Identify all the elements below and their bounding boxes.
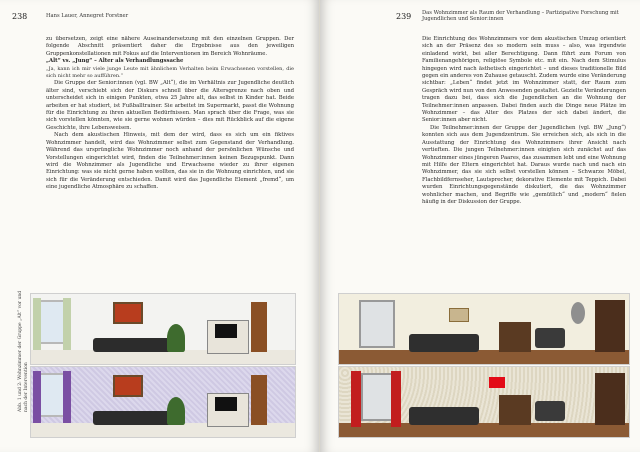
plant-image	[167, 324, 185, 352]
cabinet-image	[595, 300, 625, 352]
painting-image	[113, 302, 143, 324]
page-number: 239	[396, 12, 412, 21]
curtain-image	[33, 371, 41, 423]
room-image-after	[338, 366, 630, 438]
cabinet-image	[251, 375, 267, 425]
curtain-image	[351, 371, 361, 427]
section-subheading: „Alt“ vs. „Jung“ – Alter als Verhandlungssache	[46, 58, 184, 65]
room-image-before	[30, 293, 296, 365]
left-body-text	[46, 36, 294, 264]
running-head: Das Wohnzimmer als Raum der Verhandlung – Partizipative Forschung mit Jugendlichen und Senior:innen	[422, 10, 619, 22]
flag-image	[489, 377, 505, 388]
paragraph: Die Gruppe der Senior:innen (vgl. BW „Alt“), die im Verhältnis zur Jugendliche deutlich älter sind, verschiebt sich der Diskurs schnell über die Altersgrenze nach oben und unterscheidet sich in einigen Punkten, etwa 25 Jahre alt, das selbst in Kinder hat. Beide arbeiten er hat studiert, ist Fußballtrainer. Sie arbeitet im Supermarkt, passt die Wohnung für die Einrichtung zu ihren aktuellen Bedürfnissen. Man sprach über die Frage, was sie sich vorstellen könnten, wie sie gerne wohnen würden – dies mit Rückblick auf die eigene Geschichte, ihre Lebensweisen.	[46, 80, 294, 131]
paragraph: Die Teilnehmer:innen der Gruppe der Jugendlichen (vgl. BW „Jung“) konnten sich aus dem Jugendzentrum. Sie erreichen sich, als sich in die Ausstattung der Einrichtung des Wohnzimmers ihrer Ansicht nach vertieften. Die jungen Teilnehmer:innen einigten sich zunächst auf das Wohnzimmer eines jüngeren Paares, das zusammen lebt und eine Wohnung mit Hilfe der Eltern eingerichtet hat. Daraus wurde nach und nach ein Wohnzimmer, das sie sich selbst vorstellen können – Schwarze Möbel, Flachbildfernseher, Lautsprecher, dekorative Elemente mit Teppich. Dabei wurden Einrichtungsgegenstände diskutiert, die das Wohnzimmer wohnlicher machen, und Begriffe wie „gemütlich“ und „modern“ fielen häufig in der Diskussion der Gruppe.	[422, 124, 626, 205]
sofa-image	[409, 334, 479, 352]
tv-stand-image	[499, 322, 531, 352]
paragraph: Nach dem akustischen Hinweis, mit dem der wird, dass es sich um ein fiktives Wohnzimmer handelt, wird das Wohnzimmer selbst zum Gegenstand der Verhandlung. Während das ursprüngliche Wohnzimmer noch anhand der persönlichen Wünsche und Vorstellungen eingerichtet wird, finden die Teilnehmer:innen keinen Bezugspunkt. Dann wird die Wohnzimmer als Jugendliche und Erwachsene wieder zu ihrer eigenen Einrichtung: was sie nicht gerne haben wollten, das sie in die Wohnung einrichten, und sie sich für die Veränderung entschieden. Damit wird das Jugendliche Element „fremd“, um eine jugendliche Atmosphäre zu schaffen.	[46, 132, 294, 191]
right-body-text	[422, 36, 626, 276]
block-quote: „Ja, kann ich mir viele junge Leute mit ähnlichem Verhalten beim Erwachsenen vorstellen, die sich nicht mehr so aufführen.“	[46, 65, 294, 80]
painting-image	[113, 375, 143, 397]
plant-image	[167, 397, 185, 425]
room-image-before	[338, 293, 630, 365]
paragraph: Die Einrichtung des Wohnzimmers vor dem akustischen Umzug orientiert sich an der Präsenz des so modern sein muss – also, was irgendwie einladend wirkt, bei aller Berechtigung. Dann führt zum Forum von Familienangehörigen, religiöse Symbole etc. mit ein. Nach dem Stimulus hingegen wird nach ästhetisch eingerichtet – und dieses traditionelle Bild gegen ein anderes von Zuhause getauscht. Zudem wurde eine Veränderung sichtbar: „Leben“ findet jetzt im Wohnzimmer statt, der Raum zum Gespräch wird nun von den Anwesenden gestaltet. Gezielte Veränderungen tragen dazu bei, dass sich die Jugendlichen an die Wohnung der Teilnehmer:innen anpassen. Dabei finden auch die Dinge neue Plätze im Wohnzimmer – das Alter des Platzes der sich dabei ändert, die Senior:innen aber nicht.	[422, 36, 626, 124]
tv-stand-image	[499, 395, 531, 425]
curtain-image	[391, 371, 401, 427]
tv-image	[215, 324, 237, 338]
cabinet-image	[251, 302, 267, 352]
tv-image	[215, 397, 237, 411]
right-page	[320, 0, 640, 452]
curtain-image	[63, 298, 71, 350]
cabinet-image	[595, 373, 625, 425]
sofa-image	[409, 407, 479, 425]
paragraph: zu übersetzen, zeigt eine nähere Auseinandersetzung mit den einzelnen Gruppen. Der folgende Abschnitt präsentiert daher die Ergebnisse aus den jeweiligen Gruppenkonstellationen mit Fokus auf die Interventionen im Bereich Wohnräume.	[46, 36, 294, 57]
window-image	[361, 373, 395, 421]
room-image-after	[30, 366, 296, 438]
curtain-image	[63, 371, 71, 423]
armchair-image	[535, 401, 565, 421]
figure-caption: Abb. 1 und 2: Wohnzimmer der Gruppe „Alt“ vor und nach der Intervention	[18, 290, 29, 412]
running-head: Hans Lauer, Annegret Forstner	[46, 13, 129, 19]
window-image	[359, 300, 395, 348]
picture-image	[449, 308, 469, 322]
armchair-image	[535, 328, 565, 348]
curtain-image	[33, 298, 41, 350]
mirror-image	[571, 302, 585, 324]
page-number: 238	[12, 12, 28, 21]
